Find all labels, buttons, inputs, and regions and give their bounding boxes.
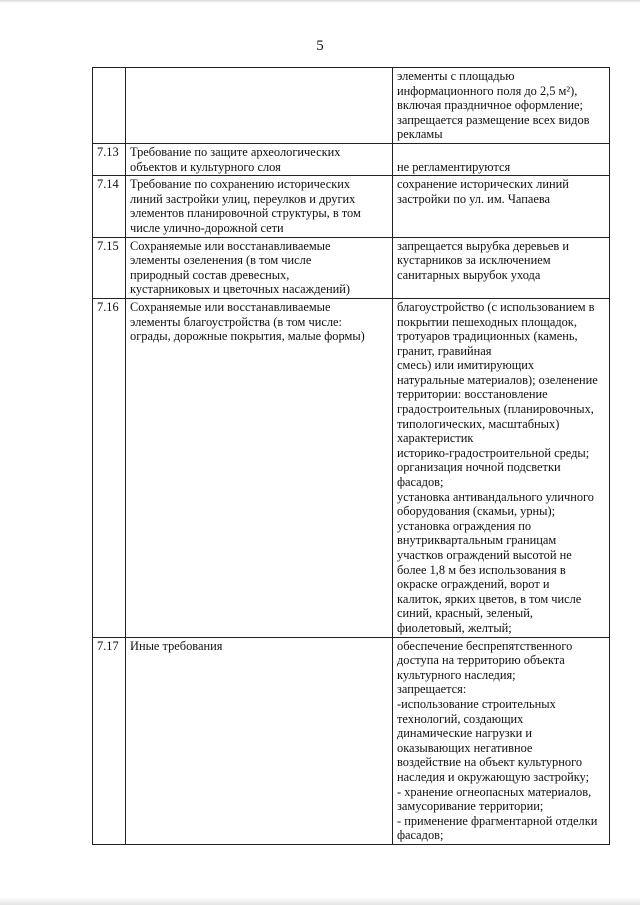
value-line: тротуаров традиционных (камень, bbox=[397, 329, 578, 344]
value-line: кустарников за исключением bbox=[397, 253, 551, 268]
value-line: санитарных вырубок ухода bbox=[397, 267, 541, 282]
value-line: гранит, гравийная bbox=[397, 343, 492, 358]
value-line: включая праздничное оформление; bbox=[397, 98, 583, 113]
value-line: благоустройство (с использованием в bbox=[397, 299, 595, 314]
value-cell bbox=[393, 237, 610, 298]
requirement-line: элементы благоустройства (в том числе: bbox=[130, 314, 342, 329]
value-line: типологических, масштабных) bbox=[397, 416, 560, 431]
table-row bbox=[93, 637, 610, 844]
requirement-cell bbox=[126, 176, 393, 237]
value-line: не регламентируются bbox=[397, 159, 511, 174]
value-line: оборудования (скамьи, урны); bbox=[397, 504, 556, 519]
value-line: - применение фрагментарной отделки bbox=[397, 813, 598, 828]
table-row bbox=[93, 298, 610, 637]
value-line: информационного поля до 2,5 м²), bbox=[397, 83, 578, 98]
requirement-line: природный состав древесных, bbox=[130, 267, 290, 282]
value-cell bbox=[393, 143, 610, 175]
scan-edge-bottom bbox=[0, 897, 640, 905]
value-line: фиолетовый, желтый; bbox=[397, 620, 512, 635]
value-cell bbox=[393, 68, 610, 144]
value-line: синий, красный, зеленый, bbox=[397, 606, 533, 621]
value-line: -использование строительных bbox=[397, 696, 556, 711]
value-line: динамические нагрузки и bbox=[397, 726, 533, 741]
requirement-line: элементов планировочной структуры, в том bbox=[130, 206, 361, 221]
value-line: рекламы bbox=[397, 127, 443, 142]
value-line: установка ограждения по bbox=[397, 518, 532, 533]
requirement-cell bbox=[126, 637, 393, 844]
value-cell bbox=[393, 637, 610, 844]
row-number: 7.13 bbox=[93, 143, 126, 175]
requirement-cell bbox=[126, 68, 393, 144]
value-line: покрытии пешеходных площадок, bbox=[397, 314, 577, 329]
value-line: запрещается размещение всех видов bbox=[397, 112, 590, 127]
value-line: участков ограждений высотой не bbox=[397, 548, 572, 562]
requirement-line: кустарниковых и цветочных насаждений) bbox=[130, 282, 351, 297]
value-line: замусоривание территории; bbox=[397, 799, 544, 814]
requirement-cell bbox=[126, 298, 393, 637]
requirement-line: Сохраняемые или восстанавливаемые bbox=[130, 299, 331, 314]
requirement-line: числе улично-дорожной сети bbox=[130, 220, 284, 235]
requirement-line: элементы озеленения (в том числе bbox=[130, 253, 312, 268]
value-line: градостроительных (планировочных, bbox=[397, 402, 594, 417]
value-line: более 1,8 м без использования в bbox=[397, 562, 566, 577]
value-cell bbox=[393, 176, 610, 237]
value-line: внутриквартальным границам bbox=[397, 533, 557, 548]
value-line: установка антивандального уличного bbox=[397, 489, 594, 504]
value-line: оказывающих негативное bbox=[397, 740, 533, 755]
value-line: организация ночной подсветки bbox=[397, 460, 561, 475]
requirement-cell bbox=[126, 237, 393, 298]
value-line: запрещается: bbox=[397, 682, 467, 697]
value-line: доступа на территорию объекта bbox=[397, 653, 565, 668]
value-line: элементы с площадью bbox=[397, 69, 515, 83]
row-number bbox=[93, 68, 126, 144]
value-line: характеристик bbox=[397, 431, 474, 446]
scan-edge-top bbox=[0, 0, 640, 3]
value-line: историко-градостроительной среды; bbox=[397, 445, 590, 460]
requirement-line: объектов и культурного слоя bbox=[130, 159, 281, 174]
table-row bbox=[93, 237, 610, 298]
value-line: натуральные материалов); озеленение bbox=[397, 372, 598, 387]
value-line: технологий, создающих bbox=[397, 711, 524, 726]
requirement-cell bbox=[126, 143, 393, 175]
value-line: фасадов; bbox=[397, 828, 444, 843]
value-line bbox=[397, 145, 606, 160]
row-number: 7.16 bbox=[93, 298, 126, 637]
row-number: 7.14 bbox=[93, 176, 126, 237]
requirements-table bbox=[92, 67, 610, 845]
value-line: застройки по ул. им. Чапаева bbox=[397, 191, 551, 206]
table-row bbox=[93, 68, 610, 144]
value-line: воздействие на объект культурного bbox=[397, 755, 583, 770]
value-line: обеспечение беспрепятственного bbox=[397, 638, 573, 653]
table-row bbox=[93, 143, 610, 175]
value-line: сохранение исторических линий bbox=[397, 177, 569, 192]
requirement-line: Требование по сохранению исторических bbox=[130, 177, 351, 192]
value-cell bbox=[393, 298, 610, 637]
row-number: 7.17 bbox=[93, 637, 126, 844]
table-row bbox=[93, 176, 610, 237]
value-line: - хранение огнеопасных материалов, bbox=[397, 784, 592, 799]
requirement-line: Иные требования bbox=[130, 638, 223, 653]
value-line: смесь) или имитирующих bbox=[397, 358, 535, 373]
requirement-line: линий застройки улиц, переулков и других bbox=[130, 191, 356, 206]
requirement-line: ограды, дорожные покрытия, малые формы) bbox=[130, 329, 365, 344]
requirement-line: Сохраняемые или восстанавливаемые bbox=[130, 238, 331, 253]
requirement-line: Требование по защите археологических bbox=[130, 144, 341, 159]
value-line: наследия и окружающую застройку; bbox=[397, 769, 590, 784]
value-line: культурного наследия; bbox=[397, 667, 516, 682]
table-body bbox=[93, 68, 610, 845]
value-line: территории: восстановление bbox=[397, 387, 548, 402]
page-number: 5 bbox=[316, 38, 324, 54]
row-number: 7.15 bbox=[93, 237, 126, 298]
value-line: калиток, ярких цветов, в том числе bbox=[397, 591, 582, 606]
value-line: запрещается вырубка деревьев и bbox=[397, 238, 570, 253]
value-line: окраске ограждений, ворот и bbox=[397, 577, 550, 592]
value-line: фасадов; bbox=[397, 475, 444, 490]
